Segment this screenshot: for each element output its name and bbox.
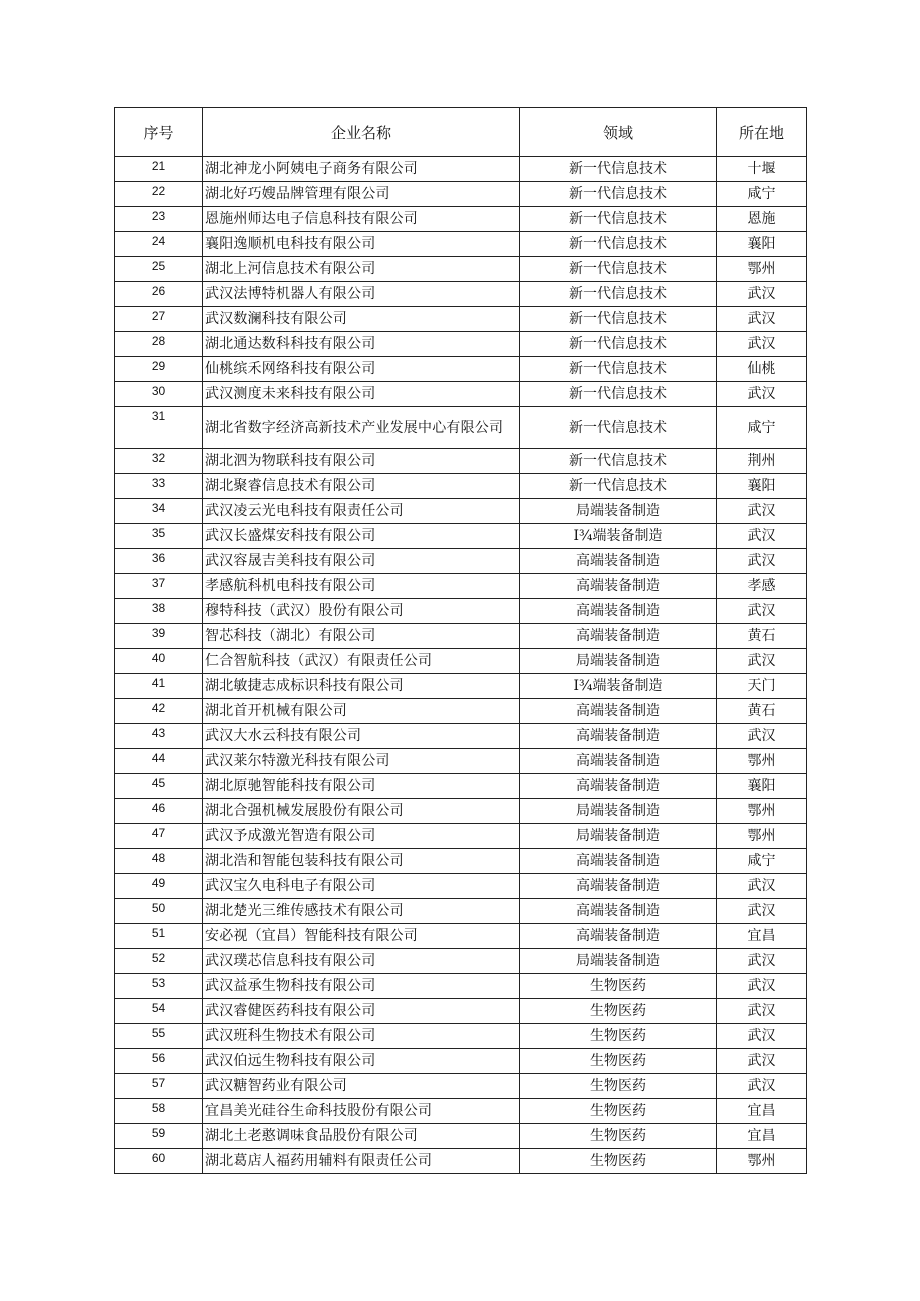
table-row (115, 1074, 807, 1099)
table-row (115, 974, 807, 999)
cell-serial-number: 59 (115, 1124, 203, 1149)
cell-location: 武汉 (717, 382, 807, 407)
cell-field: I¾端装备制造 (520, 524, 717, 549)
cell-company-name: 武汉长盛煤安科技有限公司 (203, 524, 520, 549)
cell-company-name: 穆特科技（武汉）股份有限公司 (203, 599, 520, 624)
cell-location: 咸宁 (717, 849, 807, 874)
cell-serial-number: 25 (115, 257, 203, 282)
cell-serial-number: 43 (115, 724, 203, 749)
table-row (115, 449, 807, 474)
cell-location: 武汉 (717, 282, 807, 307)
table-row (115, 1124, 807, 1149)
cell-company-name: 湖北原驰智能科技有限公司 (203, 774, 520, 799)
cell-serial-number: 35 (115, 524, 203, 549)
cell-location: 武汉 (717, 1024, 807, 1049)
cell-serial-number: 60 (115, 1149, 203, 1174)
cell-company-name: 武汉凌云光电科技有限责任公司 (203, 499, 520, 524)
table-row (115, 307, 807, 332)
cell-field: 新一代信息技术 (520, 357, 717, 382)
cell-serial-number: 32 (115, 449, 203, 474)
cell-location: 鄂州 (717, 799, 807, 824)
table-row (115, 724, 807, 749)
table-row (115, 674, 807, 699)
cell-location: 宜昌 (717, 1099, 807, 1124)
cell-company-name: 武汉睿健医药科技有限公司 (203, 999, 520, 1024)
table-row (115, 874, 807, 899)
cell-location: 宜昌 (717, 1124, 807, 1149)
cell-field: 新一代信息技术 (520, 207, 717, 232)
table-row (115, 849, 807, 874)
table-row (115, 1049, 807, 1074)
cell-company-name: 湖北合强机械发展股份有限公司 (203, 799, 520, 824)
cell-serial-number: 53 (115, 974, 203, 999)
header-company-name: 企业名称 (203, 108, 520, 157)
cell-field: 生物医药 (520, 999, 717, 1024)
table-body (115, 157, 807, 1174)
table-row (115, 332, 807, 357)
cell-serial-number: 47 (115, 824, 203, 849)
cell-serial-number: 34 (115, 499, 203, 524)
cell-serial-number: 56 (115, 1049, 203, 1074)
cell-location: 武汉 (717, 307, 807, 332)
cell-location: 咸宁 (717, 182, 807, 207)
cell-location: 武汉 (717, 649, 807, 674)
cell-field: 生物医药 (520, 1049, 717, 1074)
cell-company-name: 武汉益承生物科技有限公司 (203, 974, 520, 999)
enterprise-table (114, 107, 807, 1174)
cell-field: 高端装备制造 (520, 699, 717, 724)
cell-company-name: 襄阳逸顺机电科技有限公司 (203, 232, 520, 257)
cell-company-name: 湖北敏捷志成标识科技有限公司 (203, 674, 520, 699)
table-row (115, 474, 807, 499)
cell-company-name: 湖北通达数科科技有限公司 (203, 332, 520, 357)
cell-field: 生物医药 (520, 1099, 717, 1124)
cell-company-name: 湖北首开机械有限公司 (203, 699, 520, 724)
cell-serial-number: 42 (115, 699, 203, 724)
cell-company-name: 武汉数澜科技有限公司 (203, 307, 520, 332)
cell-company-name: 湖北好巧嫂品牌管理有限公司 (203, 182, 520, 207)
table-row (115, 574, 807, 599)
table-row (115, 1149, 807, 1174)
cell-serial-number: 31 (115, 407, 203, 449)
cell-serial-number: 40 (115, 649, 203, 674)
cell-company-name: 武汉容晟吉美科技有限公司 (203, 549, 520, 574)
table-row (115, 774, 807, 799)
cell-location: 黄石 (717, 624, 807, 649)
cell-field: 局端装备制造 (520, 824, 717, 849)
cell-serial-number: 48 (115, 849, 203, 874)
cell-serial-number: 37 (115, 574, 203, 599)
table-row (115, 282, 807, 307)
cell-field: 新一代信息技术 (520, 407, 717, 449)
cell-field: 高端装备制造 (520, 599, 717, 624)
cell-serial-number: 36 (115, 549, 203, 574)
cell-field: 新一代信息技术 (520, 182, 717, 207)
cell-serial-number: 23 (115, 207, 203, 232)
cell-serial-number: 33 (115, 474, 203, 499)
cell-location: 鄂州 (717, 1149, 807, 1174)
cell-location: 黄石 (717, 699, 807, 724)
cell-serial-number: 44 (115, 749, 203, 774)
cell-serial-number: 41 (115, 674, 203, 699)
cell-location: 襄阳 (717, 474, 807, 499)
cell-location: 仙桃 (717, 357, 807, 382)
header-field: 领域 (520, 108, 717, 157)
table-row (115, 799, 807, 824)
cell-field: 新一代信息技术 (520, 307, 717, 332)
table-row (115, 999, 807, 1024)
cell-company-name: 武汉法博特机器人有限公司 (203, 282, 520, 307)
cell-serial-number: 51 (115, 924, 203, 949)
cell-field: 新一代信息技术 (520, 449, 717, 474)
cell-location: 武汉 (717, 599, 807, 624)
cell-company-name: 武汉班科生物技术有限公司 (203, 1024, 520, 1049)
cell-field: 局端装备制造 (520, 799, 717, 824)
cell-location: 武汉 (717, 524, 807, 549)
header-serial-number: 序号 (115, 108, 203, 157)
cell-company-name: 湖北土老憨调味食品股份有限公司 (203, 1124, 520, 1149)
cell-location: 天门 (717, 674, 807, 699)
cell-company-name: 武汉宝久电科电子有限公司 (203, 874, 520, 899)
cell-company-name: 武汉莱尔特激光科技有限公司 (203, 749, 520, 774)
cell-serial-number: 58 (115, 1099, 203, 1124)
table-row (115, 699, 807, 724)
table-row (115, 524, 807, 549)
cell-company-name: 湖北葛店人福药用辅料有限责任公司 (203, 1149, 520, 1174)
cell-company-name: 武汉糖智药业有限公司 (203, 1074, 520, 1099)
cell-company-name: 武汉璞芯信息科技有限公司 (203, 949, 520, 974)
cell-field: 生物医药 (520, 1074, 717, 1099)
cell-company-name: 宜昌美光硅谷生命科技股份有限公司 (203, 1099, 520, 1124)
cell-field: 新一代信息技术 (520, 382, 717, 407)
cell-location: 鄂州 (717, 257, 807, 282)
cell-serial-number: 50 (115, 899, 203, 924)
cell-field: 新一代信息技术 (520, 257, 717, 282)
cell-company-name: 湖北聚睿信息技术有限公司 (203, 474, 520, 499)
cell-field: I¾端装备制造 (520, 674, 717, 699)
cell-location: 武汉 (717, 974, 807, 999)
table-row (115, 182, 807, 207)
cell-company-name: 湖北省数字经济高新技术产业发展中心有限公司 (203, 407, 520, 449)
cell-location: 襄阳 (717, 774, 807, 799)
cell-serial-number: 46 (115, 799, 203, 824)
cell-field: 生物医药 (520, 974, 717, 999)
cell-serial-number: 54 (115, 999, 203, 1024)
cell-location: 武汉 (717, 499, 807, 524)
table-row (115, 407, 807, 449)
cell-field: 高端装备制造 (520, 574, 717, 599)
table-row (115, 549, 807, 574)
cell-serial-number: 24 (115, 232, 203, 257)
cell-location: 武汉 (717, 999, 807, 1024)
table-row (115, 924, 807, 949)
cell-company-name: 安必视（宜昌）智能科技有限公司 (203, 924, 520, 949)
cell-location: 襄阳 (717, 232, 807, 257)
header-location: 所在地 (717, 108, 807, 157)
table-header (115, 108, 807, 157)
cell-serial-number: 39 (115, 624, 203, 649)
cell-company-name: 仁合智航科技（武汉）有限责任公司 (203, 649, 520, 674)
table-row (115, 232, 807, 257)
table-row (115, 382, 807, 407)
cell-company-name: 孝感航科机电科技有限公司 (203, 574, 520, 599)
cell-field: 高端装备制造 (520, 849, 717, 874)
cell-location: 荆州 (717, 449, 807, 474)
cell-field: 高端装备制造 (520, 899, 717, 924)
cell-field: 新一代信息技术 (520, 157, 717, 182)
cell-field: 高端装备制造 (520, 549, 717, 574)
cell-serial-number: 21 (115, 157, 203, 182)
cell-field: 局端装备制造 (520, 499, 717, 524)
table-row (115, 899, 807, 924)
header-row (115, 108, 807, 157)
cell-location: 十堰 (717, 157, 807, 182)
table-row (115, 949, 807, 974)
cell-company-name: 湖北上河信息技术有限公司 (203, 257, 520, 282)
cell-company-name: 仙桃缤禾网络科技有限公司 (203, 357, 520, 382)
table-row (115, 257, 807, 282)
cell-serial-number: 28 (115, 332, 203, 357)
cell-field: 局端装备制造 (520, 649, 717, 674)
cell-field: 高端装备制造 (520, 749, 717, 774)
cell-location: 鄂州 (717, 824, 807, 849)
table-row (115, 649, 807, 674)
cell-company-name: 恩施州师达电子信息科技有限公司 (203, 207, 520, 232)
cell-location: 武汉 (717, 332, 807, 357)
cell-field: 新一代信息技术 (520, 474, 717, 499)
cell-field: 高端装备制造 (520, 724, 717, 749)
cell-location: 武汉 (717, 899, 807, 924)
cell-serial-number: 49 (115, 874, 203, 899)
cell-serial-number: 22 (115, 182, 203, 207)
cell-company-name: 武汉予成激光智造有限公司 (203, 824, 520, 849)
table-row (115, 357, 807, 382)
cell-location: 恩施 (717, 207, 807, 232)
table-row (115, 207, 807, 232)
cell-serial-number: 29 (115, 357, 203, 382)
cell-field: 高端装备制造 (520, 774, 717, 799)
cell-company-name: 武汉伯远生物科技有限公司 (203, 1049, 520, 1074)
cell-location: 武汉 (717, 1049, 807, 1074)
table-row (115, 599, 807, 624)
table-row (115, 749, 807, 774)
cell-field: 局端装备制造 (520, 949, 717, 974)
cell-field: 高端装备制造 (520, 924, 717, 949)
cell-company-name: 武汉大水云科技有限公司 (203, 724, 520, 749)
cell-field: 新一代信息技术 (520, 232, 717, 257)
cell-location: 咸宁 (717, 407, 807, 449)
cell-serial-number: 55 (115, 1024, 203, 1049)
cell-field: 生物医药 (520, 1024, 717, 1049)
table-row (115, 824, 807, 849)
cell-location: 武汉 (717, 874, 807, 899)
cell-company-name: 湖北楚光三维传感技术有限公司 (203, 899, 520, 924)
cell-serial-number: 57 (115, 1074, 203, 1099)
table-row (115, 624, 807, 649)
cell-company-name: 湖北泗为物联科技有限公司 (203, 449, 520, 474)
cell-field: 生物医药 (520, 1124, 717, 1149)
cell-company-name: 湖北神龙小阿姨电子商务有限公司 (203, 157, 520, 182)
cell-location: 武汉 (717, 949, 807, 974)
cell-field: 高端装备制造 (520, 624, 717, 649)
cell-location: 宜昌 (717, 924, 807, 949)
cell-field: 生物医药 (520, 1149, 717, 1174)
table-row (115, 499, 807, 524)
cell-serial-number: 52 (115, 949, 203, 974)
cell-field: 高端装备制造 (520, 874, 717, 899)
cell-serial-number: 27 (115, 307, 203, 332)
table-row (115, 157, 807, 182)
table-row (115, 1099, 807, 1124)
cell-location: 鄂州 (717, 749, 807, 774)
cell-serial-number: 38 (115, 599, 203, 624)
cell-serial-number: 30 (115, 382, 203, 407)
cell-serial-number: 45 (115, 774, 203, 799)
cell-company-name: 湖北浩和智能包装科技有限公司 (203, 849, 520, 874)
cell-field: 新一代信息技术 (520, 332, 717, 357)
cell-company-name: 武汉测度未来科技有限公司 (203, 382, 520, 407)
cell-field: 新一代信息技术 (520, 282, 717, 307)
cell-location: 孝感 (717, 574, 807, 599)
cell-location: 武汉 (717, 549, 807, 574)
table-row (115, 1024, 807, 1049)
cell-serial-number: 26 (115, 282, 203, 307)
cell-company-name: 智芯科技（湖北）有限公司 (203, 624, 520, 649)
cell-location: 武汉 (717, 1074, 807, 1099)
cell-location: 武汉 (717, 724, 807, 749)
